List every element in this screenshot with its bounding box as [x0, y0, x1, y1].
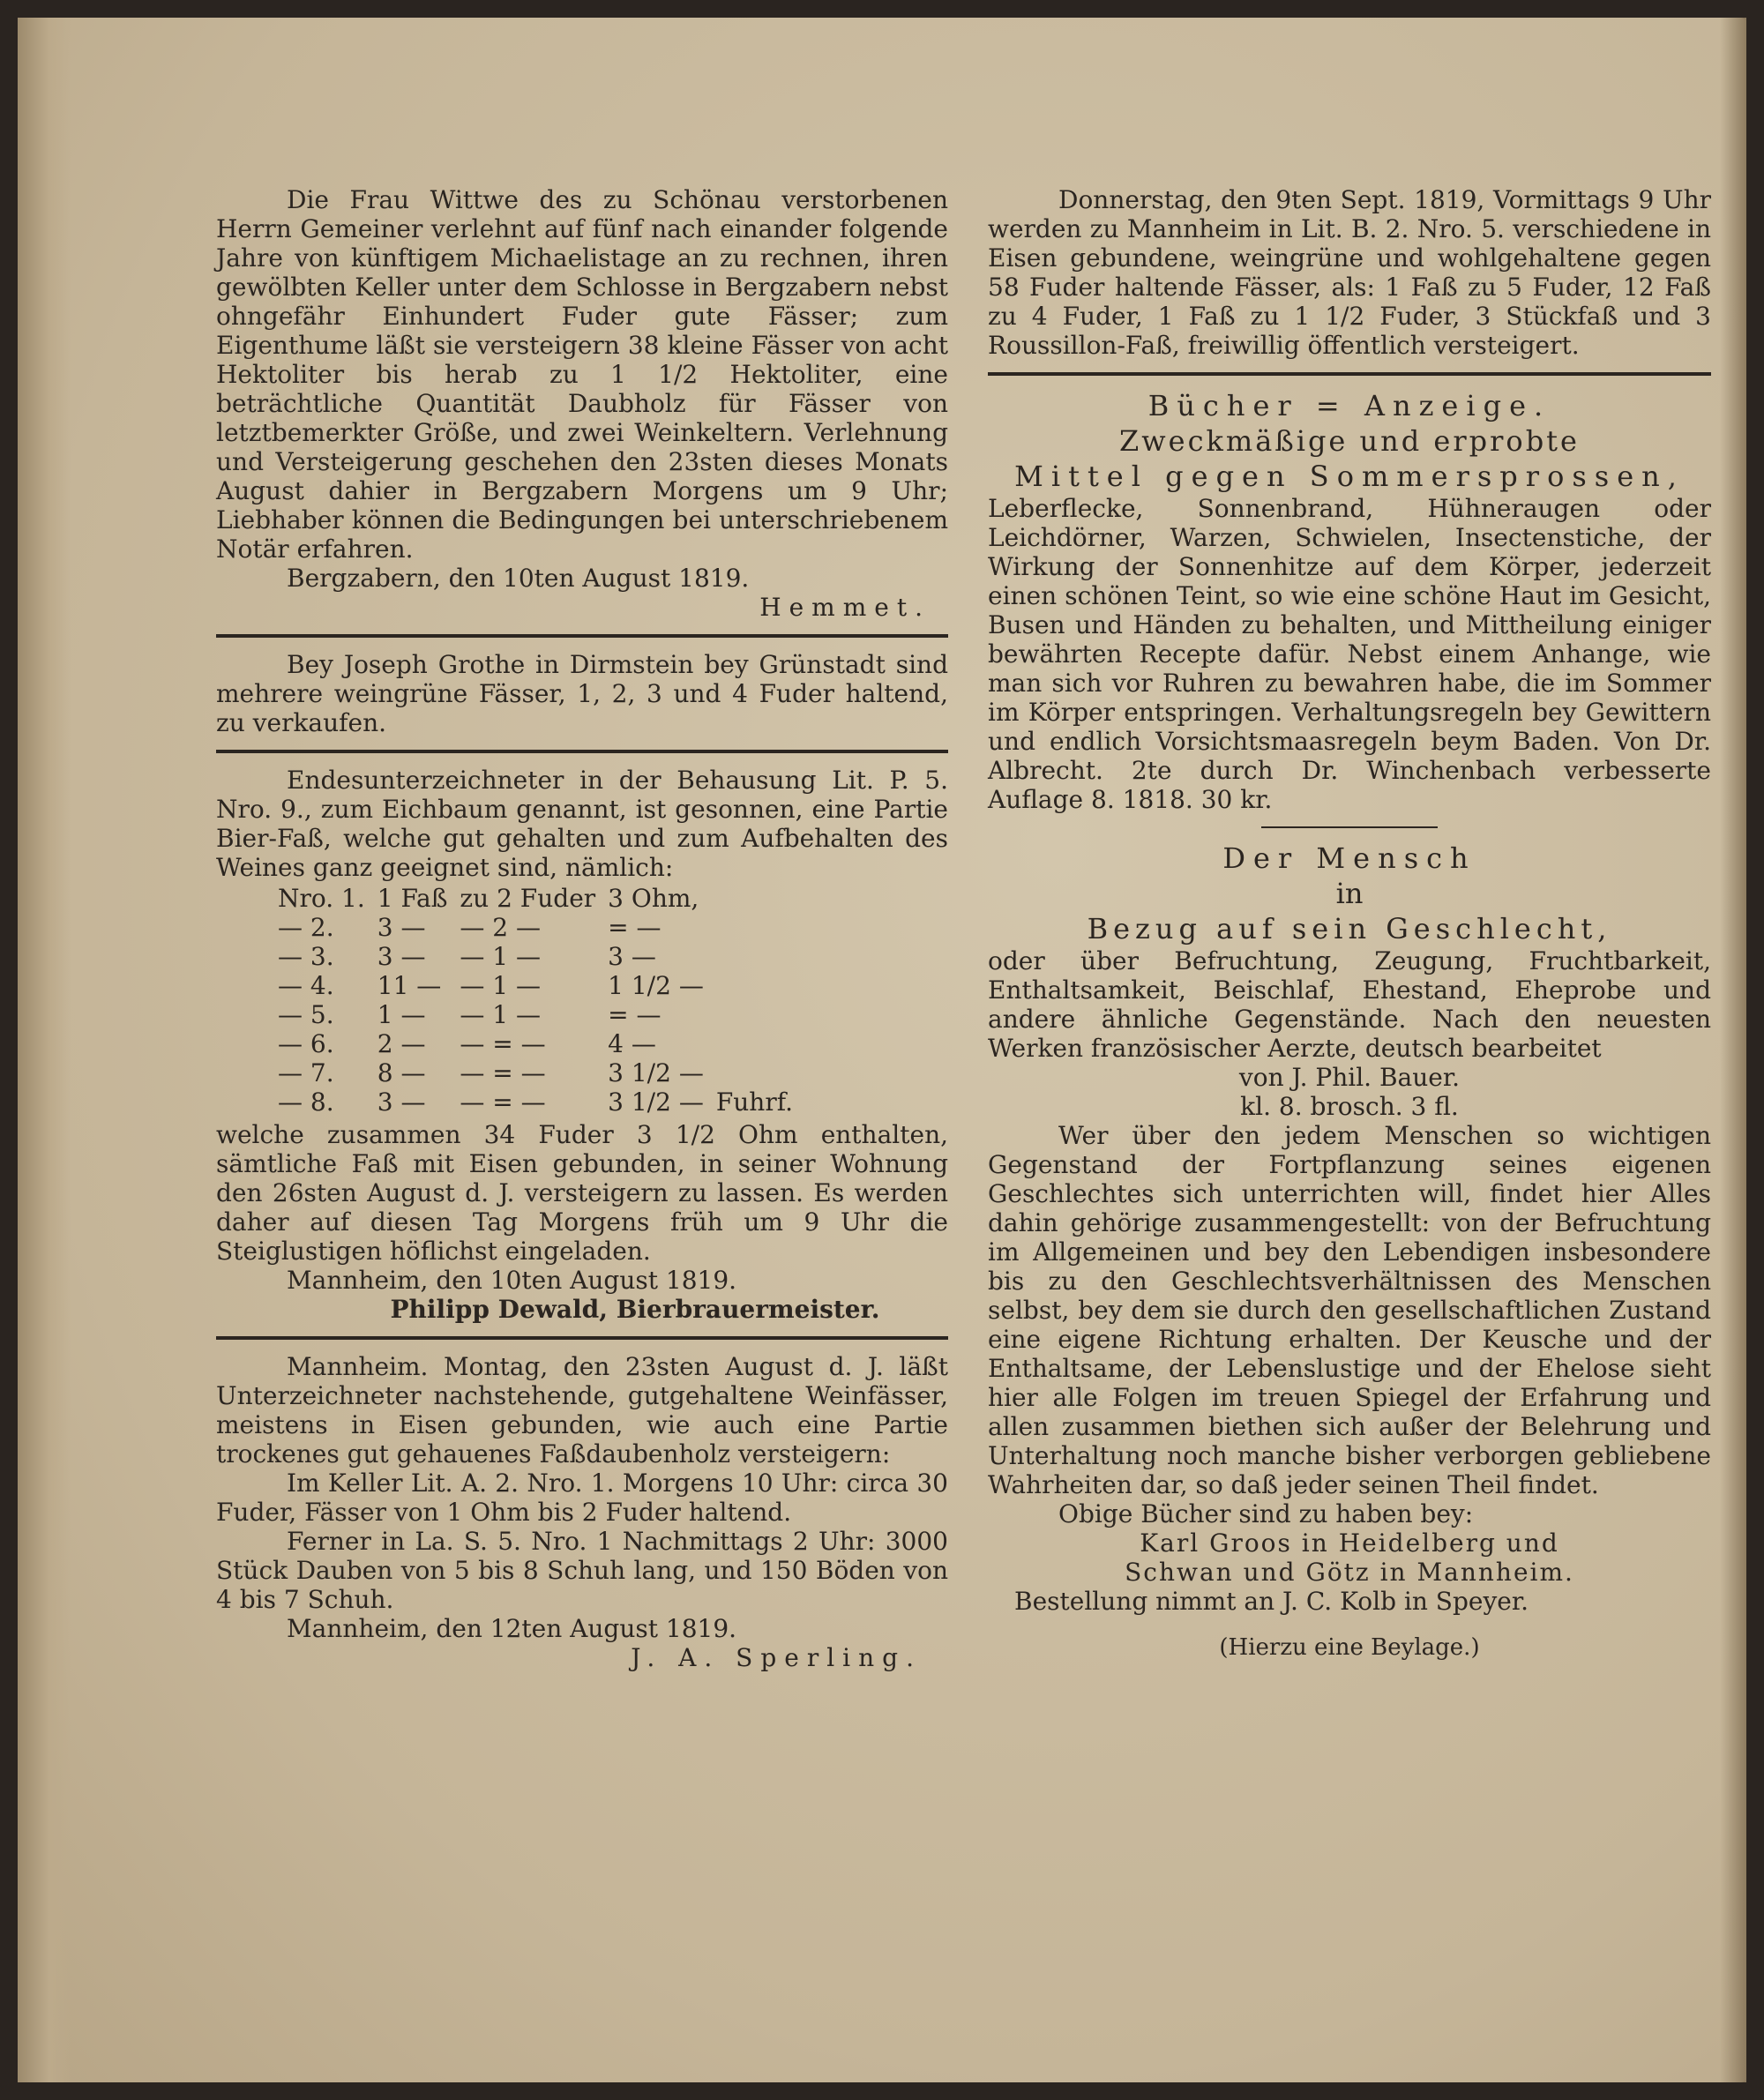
book-title: Mittel gegen Sommersprossen,: [1014, 460, 1685, 493]
barrel-cell: = —: [608, 1000, 662, 1029]
section-divider: [216, 750, 948, 753]
ad-dateline: Bergzabern, den 10ten August 1819.: [287, 564, 750, 593]
ad-signature: Hemmet.: [759, 593, 931, 622]
barrel-cell: — 1 —: [460, 942, 542, 971]
barrel-row: [278, 1000, 805, 1029]
barrel-cell: 3 —: [608, 942, 656, 971]
left-column: [216, 185, 948, 1672]
barrel-cell: 1 Faß: [377, 884, 448, 913]
section-divider: [216, 634, 948, 638]
barrel-cell: Fuhrf.: [715, 1087, 793, 1117]
barrel-table: [278, 884, 805, 1117]
barrel-cell: 1 —: [377, 1000, 426, 1029]
ad-dateline: Mannheim, den 10ten August 1819.: [287, 1266, 737, 1295]
barrel-cell: 4 —: [608, 1029, 656, 1058]
barrel-cell: [716, 1029, 805, 1058]
book-author: von J. Phil. Bauer.: [1238, 1063, 1461, 1092]
ad-sperling: [216, 1352, 948, 1672]
barrel-row: [278, 1087, 805, 1117]
ad-text: Donnerstag, den 9ten Sept. 1819, Vormittags 9 Uhr werden zu Mannheim in Lit. B. 2. Nro. 5. verschiedene in Eisen gebundene, weingrüne und wohlgehaltene gegen 58 Fuder haltende Fässer, als: 1 Faß zu 5 Fuder, 12 Faß zu 4 Fuder, 1 Faß zu 1 1/2 Fuder, 3 Stückfaß und 3 Roussillon-Faß, freiwillig öffentlich versteigert.: [988, 185, 1711, 360]
ad-gemeiner: [216, 185, 948, 622]
barrel-row: [278, 1029, 805, 1058]
barrel-cell: 3 —: [377, 913, 426, 942]
right-column: [988, 185, 1711, 1663]
section-divider: [216, 1336, 948, 1340]
barrel-cell: = —: [608, 913, 662, 942]
barrel-cell: 3 1/2 —: [608, 1087, 704, 1117]
ad-text: Bey Joseph Grothe in Dirmstein bey Grünstadt sind mehrere weingrüne Fässer, 1, 2, 3 und 4 Fuder haltend, zu verkaufen.: [216, 650, 948, 737]
barrel-row: [278, 1058, 805, 1087]
barrel-cell: — = —: [460, 1087, 546, 1117]
barrel-cell: — 4.: [278, 971, 334, 1000]
ad-outro: welche zusammen 34 Fuder 3 1/2 Ohm enthalten, sämtliche Faß mit Eisen gebunden, in seiner Wohnung den 26sten August d. J. versteigern zu lassen. Es werden daher auf diesen Tag Morgens früh um 9 Uhr die Steiglustigen höflichst eingeladen.: [216, 1120, 948, 1266]
barrel-row: [278, 971, 805, 1000]
barrel-cell: [716, 884, 805, 913]
availability: Schwan und Götz in Mannheim.: [1125, 1558, 1574, 1587]
barrel-cell: — 8.: [278, 1087, 334, 1117]
barrel-row: [278, 884, 805, 913]
ad-line: Ferner in La. S. 5. Nro. 1 Nachmittags 2 Uhr: 3000 Stück Dauben von 5 bis 8 Schuh lang, und 150 Böden von 4 bis 7 Schuh.: [216, 1527, 948, 1614]
ad-signature: Philipp Dewald, Bierbrauermeister.: [390, 1295, 880, 1324]
barrel-cell: — 1 —: [460, 1000, 542, 1029]
barrel-cell: [716, 971, 805, 1000]
barrel-cell: 8 —: [377, 1058, 426, 1087]
barrel-cell: 1 1/2 —: [608, 971, 704, 1000]
ad-donnerstag: [988, 185, 1711, 360]
ad-grothe: [216, 650, 948, 737]
newspaper-page: [18, 18, 1746, 2082]
barrel-cell: — 2.: [278, 913, 334, 942]
barrel-cell: — = —: [460, 1058, 546, 1087]
book-title: Zweckmäßige und erprobte: [1119, 424, 1580, 458]
barrel-cell: 11 —: [377, 971, 442, 1000]
barrel-cell: Nro. 1.: [278, 884, 365, 913]
barrel-cell: — 1 —: [460, 971, 542, 1000]
section-heading: Bücher = Anzeige.: [1147, 389, 1551, 422]
barrel-row: [278, 942, 805, 971]
book-announcements: [988, 388, 1711, 1663]
book-title: Bezug auf sein Geschlecht,: [1087, 912, 1612, 945]
barrel-cell: 3 1/2 —: [608, 1058, 704, 1087]
barrel-cell: [716, 1000, 805, 1029]
ad-dewald: [216, 766, 948, 1324]
barrel-cell: — 7.: [278, 1058, 334, 1087]
availability: Obige Bücher sind zu haben bey:: [1058, 1499, 1474, 1528]
supplement-note: (Hierzu eine Beylage.): [1219, 1634, 1480, 1661]
page-edge: [1720, 18, 1746, 2082]
availability: Karl Groos in Heidelberg und: [1140, 1528, 1559, 1558]
ad-intro: Endesunterzeichneter in der Behausung Lit. P. 5. Nro. 9., zum Eichbaum genannt, ist gesonnen, eine Partie Bier-Faß, welche gut gehalten und zum Aufbehalten des Weines ganz geeignet sind, nämlich:: [216, 766, 948, 882]
book-title: in: [1335, 877, 1364, 910]
section-divider: [988, 372, 1711, 376]
book-description: Wer über den jedem Menschen so wichtigen Gegenstand der Fortpflanzung seines eigenen Geschlechtes sich unterrichten will, findet hier Alles dahin gehörige zusammengestellt: von der Befruchtung im Allgemeinen und bey den Lebendigen insbesondere bis zu den Geschlechtsverhältnissen des Menschen selbst, bey dem sie durch den gesellschaftlichen Zustand eine eigene Richtung erhalten. Der Keusche und der Enthaltsame, der Lebenslustige und der Ehelose sieht hier alle Folgen im treuen Spiegel der Erfahrung und allen zusammen biethen sich außer der Belehrung und Unterhaltung noch manche bisher verborgen gebliebene Wahrheiten dar, so daß jeder seinen Theil findet.: [988, 1121, 1711, 1499]
ad-line: Im Keller Lit. A. 2. Nro. 1. Morgens 10 Uhr: circa 30 Fuder, Fässer von 1 Ohm bis 2 Fuder haltend.: [216, 1469, 948, 1527]
barrel-cell: 2 —: [377, 1029, 426, 1058]
book-title: Der Mensch: [1222, 841, 1476, 875]
barrel-cell: — = —: [460, 1029, 546, 1058]
barrel-cell: [716, 942, 805, 971]
ad-dateline: Mannheim, den 12ten August 1819.: [287, 1614, 737, 1643]
barrel-cell: — 6.: [278, 1029, 334, 1058]
barrel-cell: — 3.: [278, 942, 334, 971]
book-divider: [1261, 826, 1438, 828]
barrel-cell: — 5.: [278, 1000, 334, 1029]
book-price: kl. 8. brosch. 3 fl.: [1240, 1092, 1459, 1121]
barrel-cell: 3 —: [377, 1087, 426, 1117]
page-binding: [18, 18, 71, 2082]
barrel-cell: 3 Ohm,: [608, 884, 699, 913]
barrel-cell: 3 —: [377, 942, 426, 971]
barrel-cell: [716, 913, 805, 942]
ad-signature: J. A. Sperling.: [631, 1643, 922, 1672]
barrel-cell: — 2 —: [460, 913, 542, 942]
barrel-cell: [716, 1058, 805, 1087]
book-description: Leberflecke, Sonnenbrand, Hühneraugen oder Leichdörner, Warzen, Schwielen, Insectenstiche, der Wirkung der Sonnenhitze auf dem Körper, jederzeit einen schönen Teint, so wie eine schöne Haut im Gesicht, Busen und Händen zu behalten, und Mittheilung einiger bewährten Recepte dafür. Nebst einem Anhange, wie man sich vor Ruhren zu bewahren habe, die im Sommer im Körper entspringen. Verhaltungsregeln bey Gewittern und endlich Vorsichtsmaasregeln beym Baden. Von Dr. Albrecht. 2te durch Dr. Winchenbach verbesserte Auflage 8. 1818. 30 kr.: [988, 494, 1711, 814]
ad-text: Die Frau Wittwe des zu Schönau verstorbenen Herrn Gemeiner verlehnt auf fünf nach einander folgende Jahre von künftigem Michaelistage an zu rechnen, ihren gewölbten Keller unter dem Schlosse in Bergzabern nebst ohngefähr Einhundert Fuder gute Fässer; zum Eigenthume läßt sie versteigern 38 kleine Fässer von acht Hektoliter bis herab zu 1 1/2 Hektoliter, eine beträchtliche Quantität Daubholz für Fässer von letztbemerkter Größe, und zwei Weinkeltern. Verlehnung und Versteigerung geschehen den 23sten dieses Monats August dahier in Bergzabern Morgens um 9 Uhr; Liebhaber können die Bedingungen bei unterschriebenem Notär erfahren.: [216, 185, 948, 564]
ad-intro: Mannheim. Montag, den 23sten August d. J. läßt Unterzeichneter nachstehende, gutgehaltene Weinfässer, meistens in Eisen gebunden, wie auch eine Partie trockenes gut gehauenes Faßdaubenholz versteigern:: [216, 1352, 948, 1469]
barrel-row: [278, 913, 805, 942]
book-subtitle: oder über Befruchtung, Zeugung, Fruchtbarkeit, Enthaltsamkeit, Beischlaf, Ehestand, Eheprobe und andere ähnliche Gegenstände. Nach den neuesten Werken französischer Aerzte, deutsch bearbeitet: [988, 946, 1711, 1063]
availability: Bestellung nimmt an J. C. Kolb in Speyer.: [1014, 1587, 1529, 1616]
barrel-cell: zu 2 Fuder: [460, 884, 596, 913]
